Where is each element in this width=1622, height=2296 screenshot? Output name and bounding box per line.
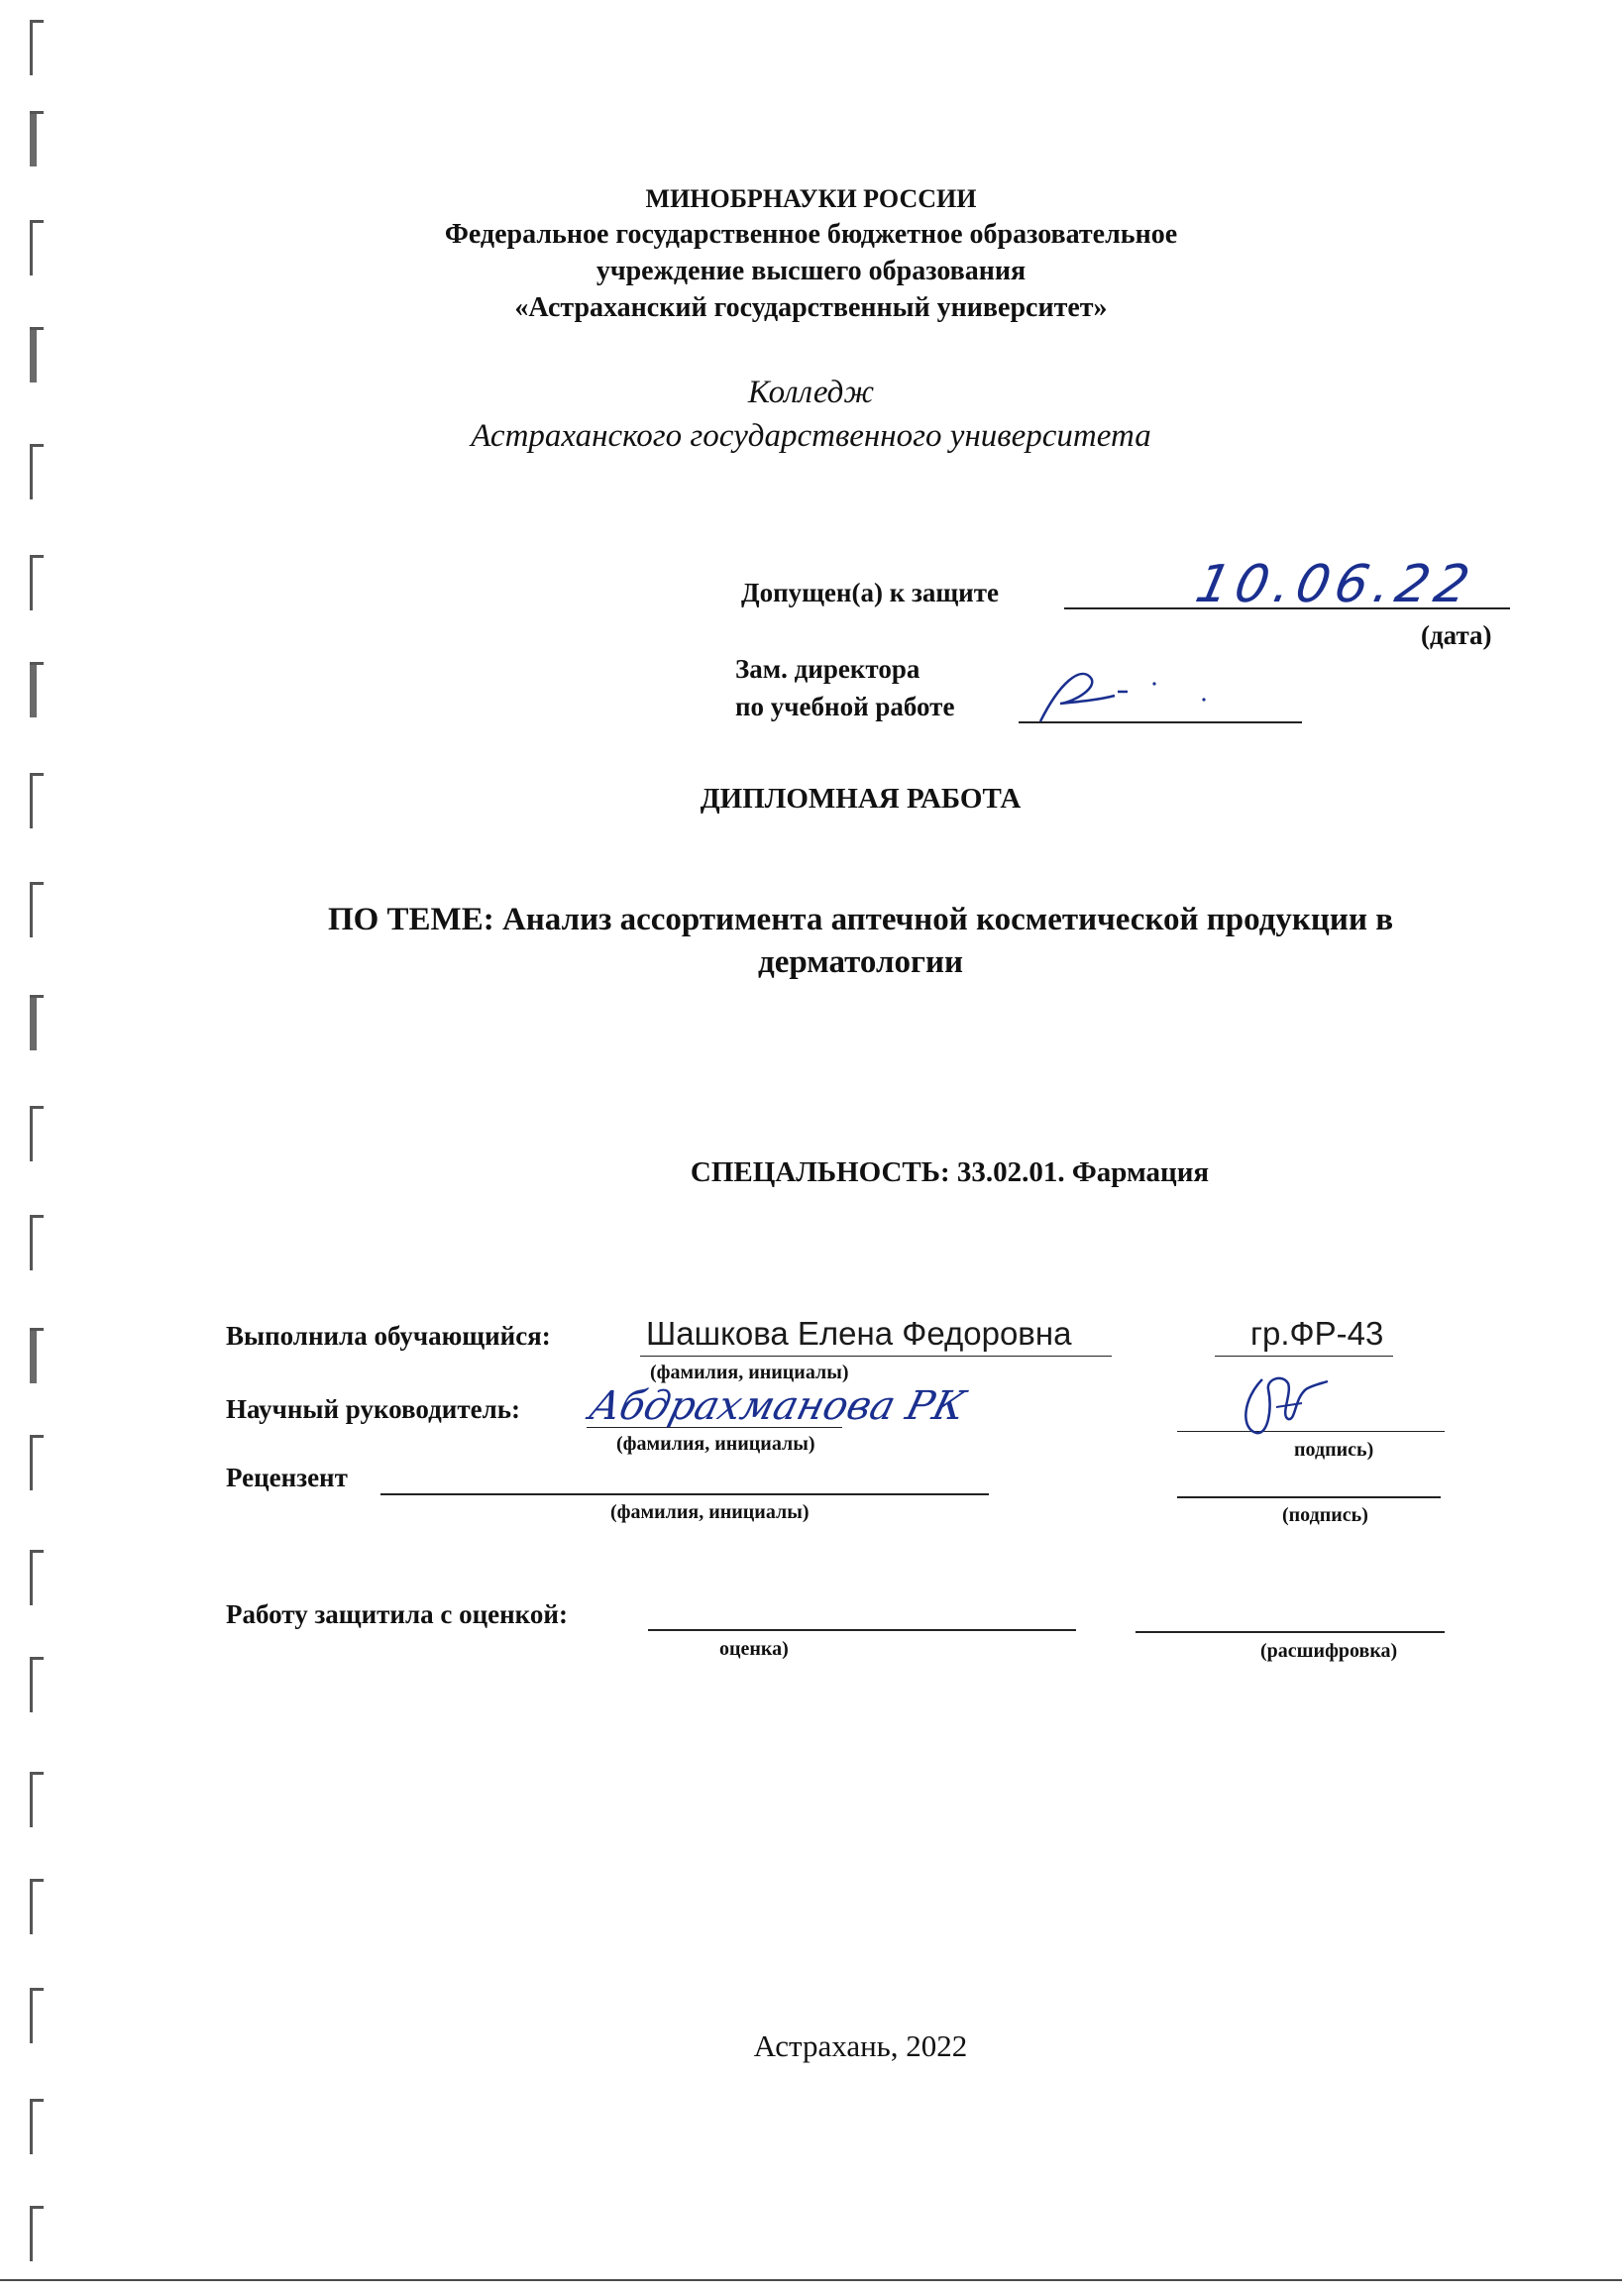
spine-mark <box>30 1879 46 1934</box>
spine-mark <box>30 111 46 166</box>
college-line-1: Колледж <box>747 375 875 410</box>
spine-mark <box>30 1215 46 1270</box>
reviewer-name-line <box>380 1493 989 1495</box>
spine-mark <box>30 1106 46 1161</box>
spine-mark <box>30 882 46 937</box>
reviewer-name-caption: (фамилия, инициалы) <box>610 1501 810 1523</box>
admitted-label: Допущен(а) к защите <box>741 578 999 607</box>
deputy-label-line-1: Зам. директора <box>735 654 920 684</box>
institution-line-2: учреждение высшего образования <box>595 256 1027 286</box>
spine-mark <box>30 1328 46 1383</box>
decoding-caption: (расшифровка) <box>1260 1640 1398 1662</box>
supervisor-name-caption: (фамилия, инициалы) <box>616 1433 815 1455</box>
college-line-2: Астраханского государственного университета <box>471 418 1151 454</box>
topic-line-1: ПО ТЕМЕ: Анализ ассортимента аптечной косметической продукции в <box>327 902 1394 937</box>
spine-mark <box>30 1657 46 1712</box>
student-group-line <box>1215 1356 1393 1357</box>
defense-label: Работу защитила с оценкой: <box>226 1599 568 1629</box>
city-year: Астрахань, 2022 <box>753 2028 968 2063</box>
deputy-label-line-2: по учебной работе <box>735 692 955 721</box>
student-group: гр.ФР-43 <box>1250 1315 1384 1352</box>
admitted-date-handwritten: 10.06.22 <box>1190 555 1480 614</box>
signature-caption-2: (подпись) <box>1282 1504 1368 1526</box>
spine-mark <box>30 995 46 1050</box>
spine-mark <box>30 555 46 610</box>
topic-line-2: дерматологии <box>758 944 963 980</box>
supervisor-name-handwritten: Абдрахманова РК <box>585 1383 970 1429</box>
student-name-line <box>640 1356 1112 1357</box>
deputy-signature-icon <box>1021 662 1219 731</box>
supervisor-label: Научный руководитель: <box>226 1394 520 1424</box>
ministry-line: МИНОБРНАУКИ РОССИИ <box>645 184 977 213</box>
work-type: ДИПЛОМНАЯ РАБОТА <box>700 783 1022 815</box>
reviewer-label: Рецензент <box>226 1463 348 1492</box>
spine-mark <box>30 662 46 717</box>
spine-mark <box>30 1435 46 1490</box>
spine-mark <box>30 1772 46 1827</box>
student-name: Шашкова Елена Федоровна <box>646 1315 1072 1352</box>
student-label: Выполнила обучающийся: <box>226 1321 551 1351</box>
signature-caption-1: подпись) <box>1294 1439 1374 1461</box>
spine-mark <box>30 1988 46 2043</box>
decoding-line <box>1135 1631 1445 1633</box>
grade-line <box>648 1629 1076 1631</box>
page-bottom-edge <box>0 2279 1622 2281</box>
supervisor-signature-icon <box>1233 1360 1342 1449</box>
spine-mark <box>30 20 46 75</box>
student-name-caption: (фамилия, инициалы) <box>650 1362 849 1383</box>
institution-line-1: Федеральное государственное бюджетное образовательное <box>444 219 1178 250</box>
grade-caption: оценка) <box>719 1638 789 1660</box>
reviewer-signature-line <box>1177 1496 1441 1498</box>
date-caption: (дата) <box>1421 620 1492 650</box>
spine-mark <box>30 2099 46 2154</box>
spine-mark <box>30 1550 46 1605</box>
university-name: «Астраханский государственный университет» <box>514 292 1108 323</box>
spine-mark <box>30 2206 46 2261</box>
spine-mark <box>30 773 46 828</box>
specialty: СПЕЦАЛЬНОСТЬ: 33.02.01. Фармация <box>690 1156 1210 1188</box>
